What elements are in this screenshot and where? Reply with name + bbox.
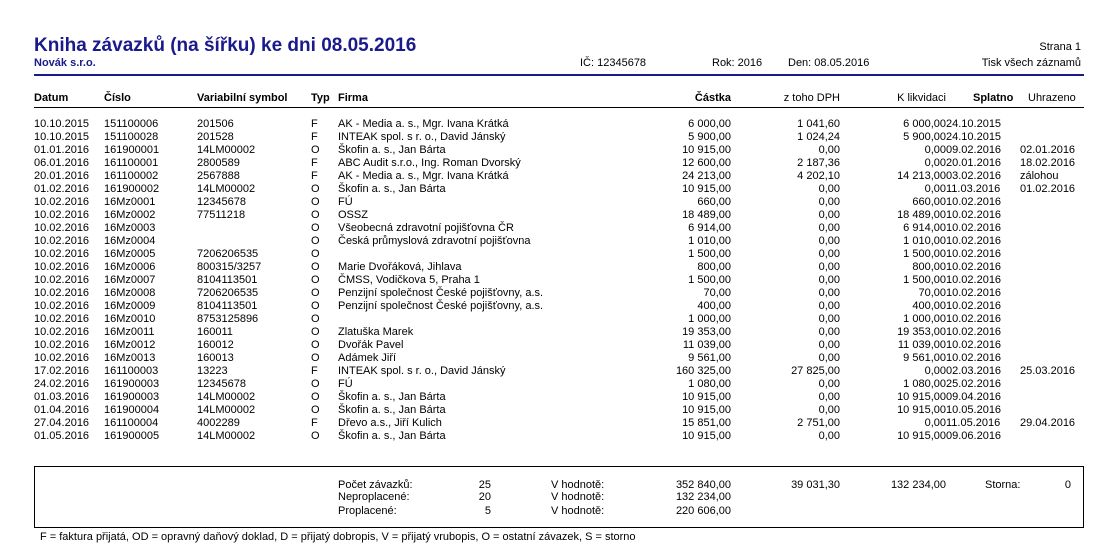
cell-typ: O <box>311 235 320 247</box>
cell-castka: 10 915,00 <box>682 183 731 195</box>
summary-count-value: 25 <box>478 479 491 491</box>
cell-splatno: 10.02.2016 <box>946 313 1002 325</box>
cell-variabilni-symbol: 8104113501 <box>197 300 258 312</box>
cell-typ: F <box>311 417 318 429</box>
table-row <box>0 209 1112 222</box>
cell-firma: Škofin a. s., Jan Bárta <box>338 404 446 416</box>
report-year: Rok: 2016 <box>712 57 763 69</box>
table-row <box>0 313 1112 326</box>
report-date: Den: 08.05.2016 <box>788 57 870 69</box>
cell-castka: 9 561,00 <box>688 352 731 364</box>
cell-splatno: 09.04.2016 <box>946 391 1002 403</box>
cell-typ: F <box>311 118 318 130</box>
cell-castka: 15 851,00 <box>682 417 731 429</box>
cell-firma: Škofin a. s., Jan Bárta <box>338 144 446 156</box>
summary-value-label-3: V hodnotě: <box>551 505 605 517</box>
table-row <box>0 430 1112 443</box>
cell-typ: O <box>311 378 320 390</box>
col-variabilni-symbol: Variabilní symbol <box>197 92 288 104</box>
cell-firma: AK - Media a. s., Mgr. Ivana Krátká <box>338 170 509 182</box>
cell-splatno: 10.02.2016 <box>946 326 1002 338</box>
cell-firma: Dřevo a.s., Jiří Kulich <box>338 417 442 429</box>
cell-uhrazeno: 01.02.2016 <box>1020 183 1076 195</box>
cell-likvidaci: 800,00 <box>912 261 946 273</box>
col-datum: Datum <box>34 92 69 104</box>
cell-dph: 1 024,24 <box>797 131 840 143</box>
cell-castka: 24 213,00 <box>682 170 731 182</box>
header-divider <box>34 74 1084 76</box>
col-likvidaci: K likvidaci <box>897 92 946 104</box>
cell-splatno: 24.10.2015 <box>946 131 1002 143</box>
cell-variabilni-symbol: 2567888 <box>197 170 240 182</box>
cell-datum: 17.02.2016 <box>34 365 90 377</box>
cell-likvidaci: 1 500,00 <box>903 248 946 260</box>
summary-value-label-2: V hodnotě: <box>551 491 605 503</box>
cell-variabilni-symbol: 77511218 <box>197 209 246 221</box>
cell-cislo: 16Mz0009 <box>104 300 156 312</box>
cell-typ: O <box>311 183 320 195</box>
cell-firma: FÚ <box>338 196 353 208</box>
cell-splatno: 10.02.2016 <box>946 261 1002 273</box>
cell-dph: 1 041,60 <box>797 118 840 130</box>
cell-likvidaci: 11 039,00 <box>897 339 946 351</box>
table-row <box>0 170 1112 183</box>
cell-dph: 0,00 <box>818 404 840 416</box>
cell-firma: Škofin a. s., Jan Bárta <box>338 430 446 442</box>
cell-likvidaci: 0,00 <box>924 157 946 169</box>
cell-cislo: 16Mz0010 <box>104 313 156 325</box>
cell-likvidaci: 19 353,00 <box>897 326 946 338</box>
summary-unpaid-value: 20 <box>478 491 491 503</box>
cell-dph: 0,00 <box>818 235 840 247</box>
cell-datum: 10.02.2016 <box>34 287 90 299</box>
col-firma: Firma <box>338 92 368 104</box>
cell-splatno: 10.02.2016 <box>946 287 1002 299</box>
table-row <box>0 157 1112 170</box>
cell-firma: Česká průmyslová zdravotní pojišťovna <box>338 235 531 247</box>
cell-splatno: 10.02.2016 <box>946 248 1002 260</box>
summary-paid-value: 5 <box>484 505 491 517</box>
cell-firma: OSSZ <box>338 209 368 221</box>
cell-likvidaci: 6 914,00 <box>903 222 946 234</box>
cell-variabilni-symbol: 8104113501 <box>197 274 258 286</box>
cell-typ: O <box>311 261 320 273</box>
cell-typ: O <box>311 209 320 221</box>
cell-uhrazeno: 18.02.2016 <box>1020 157 1076 169</box>
cell-castka: 800,00 <box>697 261 731 273</box>
cell-firma: FÚ <box>338 378 353 390</box>
summary-storna-label: Storna: <box>985 479 1021 491</box>
summary-paid-label: Proplacené: <box>338 505 397 517</box>
cell-dph: 0,00 <box>818 222 840 234</box>
cell-variabilni-symbol: 14LM00002 <box>197 430 256 442</box>
cell-cislo: 16Mz0013 <box>104 352 156 364</box>
cell-datum: 10.02.2016 <box>34 235 90 247</box>
cell-variabilni-symbol: 7206206535 <box>197 287 259 299</box>
cell-splatno: 24.10.2015 <box>946 118 1002 130</box>
report-title: Kniha závazků (na šířku) ke dni 08.05.2016 <box>34 35 417 56</box>
cell-splatno: 10.02.2016 <box>946 339 1002 351</box>
cell-cislo: 16Mz0004 <box>104 235 156 247</box>
cell-cislo: 151100028 <box>104 131 159 143</box>
cell-typ: F <box>311 157 318 169</box>
cell-datum: 24.02.2016 <box>34 378 90 390</box>
cell-typ: O <box>311 300 320 312</box>
cell-splatno: 10.02.2016 <box>946 209 1002 221</box>
table-row <box>0 261 1112 274</box>
cell-castka: 18 489,00 <box>682 209 731 221</box>
cell-cislo: 16Mz0001 <box>104 196 156 208</box>
cell-splatno: 20.01.2016 <box>946 157 1002 169</box>
cell-likvidaci: 10 915,00 <box>897 391 946 403</box>
table-row <box>0 183 1112 196</box>
cell-likvidaci: 9 561,00 <box>903 352 946 364</box>
cell-likvidaci: 10 915,00 <box>897 404 946 416</box>
cell-likvidaci: 6 000,00 <box>903 118 946 130</box>
cell-datum: 06.01.2016 <box>34 157 90 169</box>
cell-likvidaci: 0,00 <box>924 417 946 429</box>
cell-dph: 0,00 <box>818 183 840 195</box>
cell-firma: Škofin a. s., Jan Bárta <box>338 183 446 195</box>
summary-dph-total: 39 031,30 <box>791 479 840 491</box>
cell-castka: 1 080,00 <box>688 378 731 390</box>
cell-likvidaci: 0,00 <box>924 183 946 195</box>
cell-firma: Dvořák Pavel <box>338 339 404 351</box>
cell-splatno: 10.02.2016 <box>946 274 1002 286</box>
cell-uhrazeno: zálohou <box>1020 170 1059 182</box>
cell-cislo: 16Mz0008 <box>104 287 156 299</box>
cell-variabilni-symbol: 14LM00002 <box>197 404 256 416</box>
table-row <box>0 287 1112 300</box>
liabilities-table <box>0 118 1112 443</box>
cell-uhrazeno: 02.01.2016 <box>1020 144 1076 156</box>
cell-variabilni-symbol: 4002289 <box>197 417 240 429</box>
cell-castka: 12 600,00 <box>682 157 731 169</box>
cell-splatno: 10.05.2016 <box>946 404 1002 416</box>
cell-firma: ABC Audit s.r.o., Ing. Roman Dvorský <box>338 157 521 169</box>
cell-likvidaci: 1 010,00 <box>903 235 946 247</box>
cell-dph: 0,00 <box>818 378 840 390</box>
cell-datum: 10.02.2016 <box>34 196 90 208</box>
cell-splatno: 03.02.2016 <box>946 170 1002 182</box>
cell-firma: Zlatuška Marek <box>338 326 414 338</box>
columns-divider <box>34 107 1084 108</box>
cell-typ: O <box>311 248 320 260</box>
cell-datum: 10.02.2016 <box>34 300 90 312</box>
cell-typ: O <box>311 196 320 208</box>
cell-splatno: 11.03.2016 <box>946 183 1001 195</box>
cell-cislo: 161900002 <box>104 183 160 195</box>
cell-castka: 5 900,00 <box>688 131 731 143</box>
col-splatno: Splatno <box>973 92 1014 104</box>
cell-firma: ČMSS, Vodičkova 5, Praha 1 <box>338 274 480 286</box>
cell-dph: 0,00 <box>818 352 840 364</box>
cell-datum: 01.03.2016 <box>34 391 90 403</box>
cell-typ: F <box>311 170 318 182</box>
table-row <box>0 352 1112 365</box>
summary-paid-amount: 220 606,00 <box>675 505 731 517</box>
cell-datum: 01.04.2016 <box>34 404 90 416</box>
cell-likvidaci: 5 900,00 <box>903 131 946 143</box>
cell-castka: 400,00 <box>697 300 731 312</box>
cell-datum: 10.02.2016 <box>34 209 90 221</box>
cell-variabilni-symbol: 14LM00002 <box>197 391 256 403</box>
cell-cislo: 161900001 <box>104 144 160 156</box>
cell-dph: 0,00 <box>818 339 840 351</box>
cell-likvidaci: 660,00 <box>912 196 946 208</box>
cell-typ: O <box>311 404 320 416</box>
cell-firma: Marie Dvořáková, Jihlava <box>338 261 462 273</box>
cell-variabilni-symbol: 14LM00002 <box>197 183 256 195</box>
cell-datum: 10.02.2016 <box>34 339 90 351</box>
table-row <box>0 378 1112 391</box>
cell-datum: 10.02.2016 <box>34 352 90 364</box>
cell-dph: 0,00 <box>818 196 840 208</box>
cell-splatno: 09.06.2016 <box>946 430 1002 442</box>
cell-datum: 01.05.2016 <box>34 430 90 442</box>
table-row <box>0 326 1112 339</box>
cell-dph: 2 187,36 <box>797 157 840 169</box>
cell-cislo: 16Mz0012 <box>104 339 156 351</box>
cell-cislo: 16Mz0002 <box>104 209 156 221</box>
cell-firma: INTEAK spol. s r. o., David Jánský <box>338 131 506 143</box>
table-row <box>0 365 1112 378</box>
cell-cislo: 16Mz0003 <box>104 222 156 234</box>
cell-splatno: 10.02.2016 <box>946 352 1002 364</box>
table-row <box>0 339 1112 352</box>
cell-likvidaci: 1 080,00 <box>903 378 946 390</box>
cell-typ: O <box>311 222 320 234</box>
cell-typ: O <box>311 352 320 364</box>
cell-castka: 1 000,00 <box>688 313 731 325</box>
cell-datum: 10.02.2016 <box>34 313 90 325</box>
table-row <box>0 248 1112 261</box>
cell-likvidaci: 70,00 <box>918 287 946 299</box>
cell-variabilni-symbol: 7206206535 <box>197 248 259 260</box>
cell-datum: 01.02.2016 <box>34 183 90 195</box>
cell-variabilni-symbol: 12345678 <box>197 378 246 390</box>
cell-typ: O <box>311 391 320 403</box>
cell-dph: 0,00 <box>818 313 840 325</box>
cell-dph: 0,00 <box>818 391 840 403</box>
table-row <box>0 131 1112 144</box>
cell-cislo: 16Mz0007 <box>104 274 156 286</box>
summary-count-label: Počet závazků: <box>338 479 413 491</box>
cell-datum: 10.02.2016 <box>34 326 90 338</box>
cell-cislo: 16Mz0011 <box>104 326 155 338</box>
cell-likvidaci: 10 915,00 <box>897 430 946 442</box>
cell-datum: 10.02.2016 <box>34 248 90 260</box>
cell-dph: 0,00 <box>818 261 840 273</box>
table-row <box>0 300 1112 313</box>
cell-variabilni-symbol: 8753125896 <box>197 313 259 325</box>
cell-castka: 10 915,00 <box>682 144 731 156</box>
type-legend: F = faktura přijatá, OD = opravný daňový doklad, D = přijatý dobropis, V = přijatý vrubopis, O = ostatní závazek, S = storno <box>40 531 636 543</box>
cell-castka: 70,00 <box>703 287 731 299</box>
cell-castka: 1 500,00 <box>688 274 731 286</box>
cell-likvidaci: 1 000,00 <box>903 313 946 325</box>
cell-firma: Penzijní společnost České pojišťovny, a.s. <box>338 300 544 312</box>
table-row <box>0 274 1112 287</box>
cell-typ: O <box>311 313 320 325</box>
cell-castka: 1 010,00 <box>688 235 731 247</box>
cell-variabilni-symbol: 12345678 <box>197 196 246 208</box>
cell-cislo: 161100002 <box>104 170 159 182</box>
table-row <box>0 391 1112 404</box>
cell-variabilni-symbol: 14LM00002 <box>197 144 256 156</box>
table-row <box>0 144 1112 157</box>
cell-dph: 0,00 <box>818 209 840 221</box>
cell-likvidaci: 1 500,00 <box>903 274 946 286</box>
summary-likvidaci-total: 132 234,00 <box>890 479 946 491</box>
cell-typ: O <box>311 144 320 156</box>
cell-castka: 10 915,00 <box>682 404 731 416</box>
cell-uhrazeno: 25.03.2016 <box>1020 365 1076 377</box>
col-cislo: Číslo <box>104 92 131 104</box>
cell-likvidaci: 18 489,00 <box>897 209 946 221</box>
company-ic: IČ: 12345678 <box>580 57 647 69</box>
cell-datum: 10.02.2016 <box>34 261 90 273</box>
cell-variabilni-symbol: 800315/3257 <box>197 261 262 273</box>
cell-firma: Škofin a. s., Jan Bárta <box>338 391 446 403</box>
cell-dph: 4 202,10 <box>797 170 840 182</box>
cell-cislo: 16Mz0006 <box>104 261 156 273</box>
cell-dph: 0,00 <box>818 300 840 312</box>
cell-dph: 0,00 <box>818 326 840 338</box>
cell-firma: Penzijní společnost České pojišťovny, a.s. <box>338 287 544 299</box>
company-name: Novák s.r.o. <box>34 57 96 69</box>
cell-cislo: 161900005 <box>104 430 160 442</box>
cell-variabilni-symbol: 2800589 <box>197 157 240 169</box>
cell-variabilni-symbol: 201506 <box>197 118 234 130</box>
summary-unpaid-amount: 132 234,00 <box>675 491 731 503</box>
cell-dph: 0,00 <box>818 144 840 156</box>
summary-unpaid-label: Neproplacené: <box>338 491 410 503</box>
col-dph: z toho DPH <box>783 92 840 104</box>
cell-splatno: 11.05.2016 <box>946 417 1001 429</box>
cell-splatno: 10.02.2016 <box>946 235 1002 247</box>
cell-castka: 10 915,00 <box>682 391 731 403</box>
cell-dph: 0,00 <box>818 274 840 286</box>
cell-firma: Všeobecná zdravotní pojišťovna ČR <box>338 222 514 234</box>
cell-castka: 160 325,00 <box>675 365 731 377</box>
cell-splatno: 09.02.2016 <box>946 144 1002 156</box>
cell-castka: 6 914,00 <box>688 222 731 234</box>
cell-dph: 0,00 <box>818 430 840 442</box>
table-row <box>0 404 1112 417</box>
cell-likvidaci: 14 213,00 <box>897 170 946 182</box>
cell-castka: 6 000,00 <box>688 118 731 130</box>
cell-castka: 11 039,00 <box>682 339 731 351</box>
cell-variabilni-symbol: 160012 <box>197 339 234 351</box>
cell-variabilni-symbol: 160011 <box>197 326 233 338</box>
cell-datum: 20.01.2016 <box>34 170 90 182</box>
cell-variabilni-symbol: 13223 <box>197 365 228 377</box>
cell-splatno: 02.03.2016 <box>946 365 1002 377</box>
cell-datum: 10.10.2015 <box>34 118 90 130</box>
cell-firma: AK - Media a. s., Mgr. Ivana Krátká <box>338 118 509 130</box>
cell-typ: O <box>311 274 320 286</box>
cell-splatno: 10.02.2016 <box>946 300 1002 312</box>
cell-datum: 10.02.2016 <box>34 274 90 286</box>
cell-castka: 660,00 <box>697 196 731 208</box>
cell-datum: 27.04.2016 <box>34 417 90 429</box>
cell-datum: 01.01.2016 <box>34 144 90 156</box>
cell-variabilni-symbol: 201528 <box>197 131 234 143</box>
cell-cislo: 161900003 <box>104 391 160 403</box>
cell-variabilni-symbol: 160013 <box>197 352 234 364</box>
cell-cislo: 161100004 <box>104 417 159 429</box>
summary-total-value: 352 840,00 <box>675 479 731 491</box>
col-typ: Typ <box>311 92 330 104</box>
cell-typ: F <box>311 365 318 377</box>
cell-typ: O <box>311 339 320 351</box>
cell-typ: O <box>311 430 320 442</box>
cell-dph: 27 825,00 <box>791 365 840 377</box>
cell-likvidaci: 0,00 <box>924 365 946 377</box>
summary-storna-value: 0 <box>1064 479 1071 491</box>
cell-typ: F <box>311 131 318 143</box>
cell-cislo: 161100003 <box>104 365 159 377</box>
cell-likvidaci: 400,00 <box>912 300 946 312</box>
table-row <box>0 235 1112 248</box>
cell-cislo: 16Mz0005 <box>104 248 156 260</box>
cell-splatno: 10.02.2016 <box>946 222 1002 234</box>
cell-cislo: 161900003 <box>104 378 160 390</box>
cell-datum: 10.10.2015 <box>34 131 90 143</box>
cell-castka: 19 353,00 <box>682 326 731 338</box>
cell-dph: 0,00 <box>818 248 840 260</box>
summary-value-label-1: V hodnotě: <box>551 479 605 491</box>
cell-typ: O <box>311 287 320 299</box>
cell-datum: 10.02.2016 <box>34 222 90 234</box>
cell-typ: O <box>311 326 320 338</box>
cell-firma: Adámek Jiří <box>338 352 397 364</box>
print-mode: Tisk všech záznamů <box>981 57 1081 69</box>
cell-cislo: 161900004 <box>104 404 160 416</box>
cell-castka: 10 915,00 <box>682 430 731 442</box>
cell-likvidaci: 0,00 <box>924 144 946 156</box>
cell-cislo: 161100001 <box>104 157 159 169</box>
table-row <box>0 417 1112 430</box>
cell-dph: 0,00 <box>818 287 840 299</box>
cell-splatno: 10.02.2016 <box>946 196 1002 208</box>
cell-firma: INTEAK spol. s r. o., David Jánský <box>338 365 506 377</box>
table-row <box>0 118 1112 131</box>
table-row <box>0 196 1112 209</box>
page-number: Strana 1 <box>1039 41 1081 53</box>
cell-uhrazeno: 29.04.2016 <box>1020 417 1076 429</box>
col-uhrazeno: Uhrazeno <box>1028 92 1076 104</box>
cell-dph: 2 751,00 <box>797 417 840 429</box>
col-castka: Částka <box>694 92 731 104</box>
cell-castka: 1 500,00 <box>688 248 731 260</box>
cell-splatno: 25.02.2016 <box>946 378 1002 390</box>
table-row <box>0 222 1112 235</box>
cell-cislo: 151100006 <box>104 118 159 130</box>
